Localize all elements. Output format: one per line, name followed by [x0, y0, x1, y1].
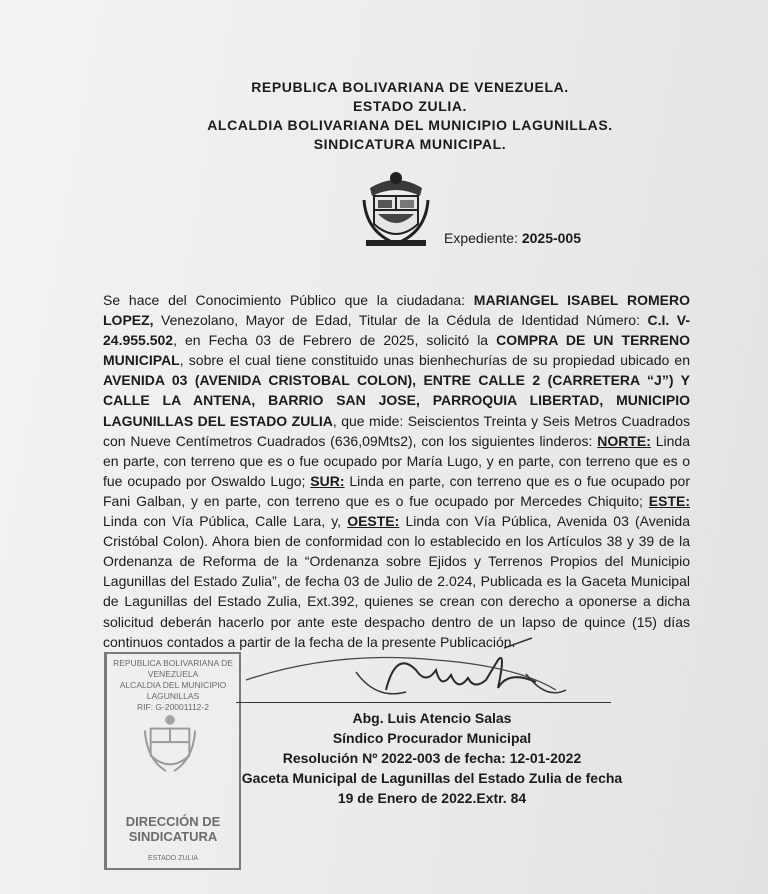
stamp-direction	[107, 814, 239, 844]
signer-gaceta-date: 19 de Enero de 2022.Extr. 84	[337, 790, 527, 806]
body-text: , sobre el cual tiene constituido unas bienhechurías de su propiedad ubicado en	[179, 352, 690, 369]
property-address: AVENIDA 03 (AVENIDA CRISTOBAL COLON), ENTRE CALLE 2 (CARRETERA “J”) Y CALLE LA ANTENA, BARRIO SAN JOSE, PARROQUIA LIBERTAD, MUNICIPIO LAGUNILLAS DEL ESTADO ZULIA	[103, 372, 690, 429]
notice-body	[103, 290, 690, 652]
signature-line	[236, 702, 611, 703]
signer-gaceta: Gaceta Municipal de Lagunillas del Estado Zulia de fecha	[241, 770, 623, 786]
body-text: , en Fecha 03 de Febrero de 2025, solicitó la	[173, 332, 497, 349]
citizen-name: MARIANGEL ISABEL ROMERO LOPEZ,	[103, 292, 690, 329]
signer-title: Síndico Procurador Municipal	[332, 730, 532, 746]
boundary-sur: Linda en parte, con terreno que es o fue ocupado por Fani Galban, y en parte, con terreno que es o fue ocupado por Mercedes Chiquito;	[103, 472, 690, 509]
header-alcaldia: ALCALDIA BOLIVARIANA DEL MUNICIPIO LAGUNILLAS.	[207, 117, 613, 133]
stamp-republic: REPUBLICA BOLIVARIANA DE VENEZUELA	[113, 658, 233, 679]
legal-basis: Ahora bien de conformidad con lo establecido en los Artículos 38 y 39 de la Ordenanza de Reforma de la “Ordenanza sobre Ejidos y Terrenos Propios del Municipio Lagunillas del Estado Zulia”, de fecha 03 de Julio de 2.024, Publicada es la Gaceta Municipal de Lagunillas del Estado Zulia, Ext.392, quienes se crean con derecho a oponerse a dicha solicitud deberán hacerlo por ante este despacho dentro de un lapso de quince (15) días continuos contados a partir de la fecha de la presente Publicación.	[103, 533, 690, 650]
signer-name: Abg. Luis Atencio Salas	[352, 710, 512, 726]
header-state: ESTADO ZULIA.	[352, 98, 468, 114]
expediente-number: 2025-005	[521, 230, 582, 246]
municipal-coat-of-arms-icon	[362, 166, 430, 250]
boundary-oeste: Linda con Vía Pública, Avenida 03 (Avenida Cristóbal Colon).	[103, 513, 690, 550]
header-sindicatura: SINDICATURA MUNICIPAL.	[313, 136, 507, 152]
stamp-estado: ESTADO ZULIA	[147, 855, 199, 862]
boundary-norte-label: NORTE:	[597, 432, 651, 449]
purchase-type: COMPRA DE UN TERRENO MUNICIPAL	[103, 332, 690, 369]
handwritten-signature-icon	[236, 630, 576, 710]
boundary-este-label: ESTE:	[648, 492, 690, 509]
boundary-este: Linda con Vía Pública, Calle Lara, y,	[103, 513, 348, 530]
stamp-direccion: DIRECCIÓN DE	[125, 814, 221, 829]
expediente-label: Expediente:	[444, 230, 518, 246]
signer-resolution: Resolución Nº 2022-003 de fecha: 12-01-2022	[282, 750, 582, 766]
header-republic: REPUBLICA BOLIVARIANA DE VENEZUELA.	[251, 79, 569, 95]
cedula: C.I. V-24.955.502	[103, 312, 690, 349]
boundary-oeste-label: OESTE:	[347, 513, 400, 530]
stamp-rif: RIF: G-20001112-2	[137, 702, 209, 712]
expediente	[444, 230, 581, 246]
body-text: Se hace del Conocimiento Público que la ciudadana:	[103, 292, 474, 308]
body-text: Venezolano, Mayor de Edad, Titular de la Cédula de Identidad Número:	[153, 312, 648, 329]
stamp-sindicatura: SINDICATURA	[128, 829, 218, 844]
boundary-sur-label: SUR:	[310, 472, 345, 489]
stamp-alcaldia: ALCALDIA DEL MUNICIPIO LAGUNILLAS	[119, 680, 227, 701]
boundary-norte: Linda en parte, con terreno que es o fue ocupado por María Lugo, y en parte, con terreno que es o fue ocupado por Oswaldo Lugo;	[103, 432, 690, 489]
document-header	[180, 78, 640, 154]
body-text: , que mide: Seiscientos Treinta y Seis Metros Cuadrados con Nueve Centímetros Cuadrados (636,09Mts2), con los siguientes linderos:	[103, 412, 690, 449]
signer-block	[182, 708, 682, 808]
